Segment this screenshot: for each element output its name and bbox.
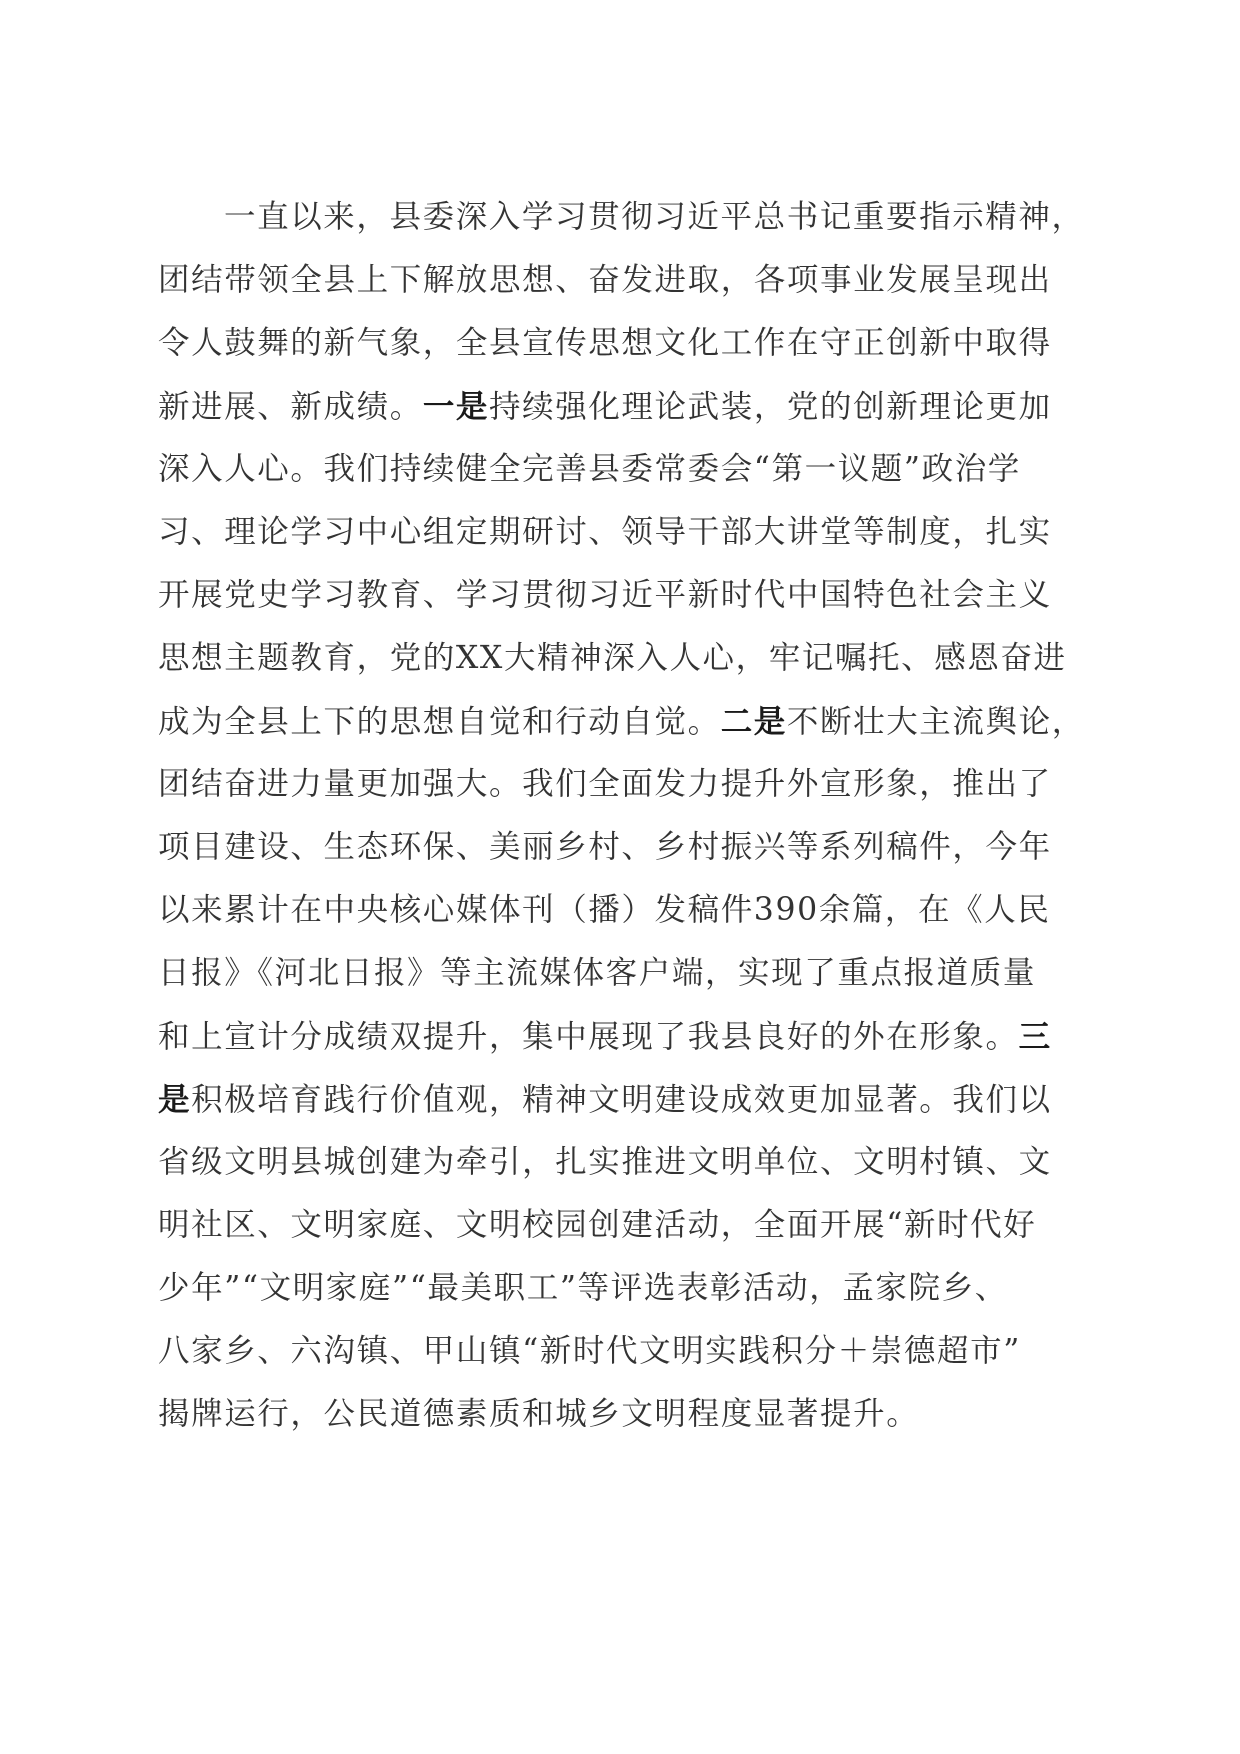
text-line-14 xyxy=(158,1005,1090,1068)
bold-marker-two: 二是 xyxy=(720,703,787,740)
text-run: 令人鼓舞的新气象，全县宣传思想文化工作在守正创新中取得 xyxy=(158,325,1052,361)
text-line-6 xyxy=(158,501,1090,564)
text-run: 一直以来，县委深入学习贯彻习近平总书记重要指示精神， xyxy=(224,199,1085,235)
body-paragraph xyxy=(158,186,1090,1446)
text-run: 揭牌运行，公民道德素质和城乡文明程度显著提升。 xyxy=(158,1396,920,1432)
text-run: 开展党史学习教育、学习贯彻习近平新时代中国特色社会主义 xyxy=(158,577,1052,613)
text-run: 新进展、新成绩。 xyxy=(158,389,423,425)
text-run: 和上宣计分成绩双提升，集中展现了我县良好的外在形象。 xyxy=(158,1019,1019,1055)
text-run: 不断壮大主流舆论， xyxy=(786,704,1085,740)
text-line-2 xyxy=(158,249,1090,312)
text-run: 以来累计在中央核心媒体刊（播）发稿件390余篇，在《人民 xyxy=(158,892,1051,928)
text-line-16 xyxy=(158,1131,1090,1194)
text-line-12 xyxy=(158,879,1090,942)
text-line-13 xyxy=(158,942,1090,1005)
text-line-11 xyxy=(158,816,1090,879)
text-run: 深入人心。我们持续健全完善县委常委会“第一议题”政治学 xyxy=(158,451,1021,487)
text-line-20 xyxy=(158,1383,1090,1446)
text-run: 积极培育践行价值观，精神文明建设成效更加显著。我们以 xyxy=(191,1082,1052,1118)
bold-marker-three-part1: 三 xyxy=(1018,1018,1052,1055)
text-run: 成为全县上下的思想自觉和行动自觉。 xyxy=(158,704,721,740)
text-run: 项目建设、生态环保、美丽乡村、乡村振兴等系列稿件，今年 xyxy=(158,829,1052,865)
text-line-10 xyxy=(158,753,1090,816)
text-run: 日报》《河北日报》等主流媒体客户端，实现了重点报道质量 xyxy=(158,955,1036,991)
text-run: 八家乡、六沟镇、甲山镇“新时代文明实践积分＋崇德超市” xyxy=(158,1333,1021,1369)
text-line-17 xyxy=(158,1194,1090,1257)
text-run: 持续强化理论武装，党的创新理论更加 xyxy=(489,389,1052,425)
text-line-18 xyxy=(158,1257,1090,1320)
text-line-1 xyxy=(158,186,1090,249)
text-line-7 xyxy=(158,564,1090,627)
text-line-9 xyxy=(158,690,1090,753)
text-run: 少年”“文明家庭”“最美职工”等评选表彰活动，孟家院乡、 xyxy=(158,1270,1008,1306)
text-run: 明社区、文明家庭、文明校园创建活动，全面开展“新时代好 xyxy=(158,1207,1037,1243)
text-line-4 xyxy=(158,375,1090,438)
text-line-8 xyxy=(158,627,1090,690)
text-line-15 xyxy=(158,1068,1090,1131)
text-run: 团结带领全县上下解放思想、奋发进取，各项事业发展呈现出 xyxy=(158,262,1052,298)
text-line-3 xyxy=(158,312,1090,375)
bold-marker-three-part2: 是 xyxy=(158,1081,192,1118)
bold-marker-one: 一是 xyxy=(422,388,490,425)
text-line-5 xyxy=(158,438,1090,501)
text-run: 省级文明县城创建为牵引，扎实推进文明单位、文明村镇、文 xyxy=(158,1144,1052,1180)
text-run: 团结奋进力量更加强大。我们全面发力提升外宣形象，推出了 xyxy=(158,766,1052,802)
text-line-19 xyxy=(158,1320,1090,1383)
text-run: 习、理论学习中心组定期研讨、领导干部大讲堂等制度，扎实 xyxy=(158,514,1052,550)
text-run: 思想主题教育，党的XX大精神深入人心，牢记嘱托、感恩奋进 xyxy=(158,640,1067,676)
